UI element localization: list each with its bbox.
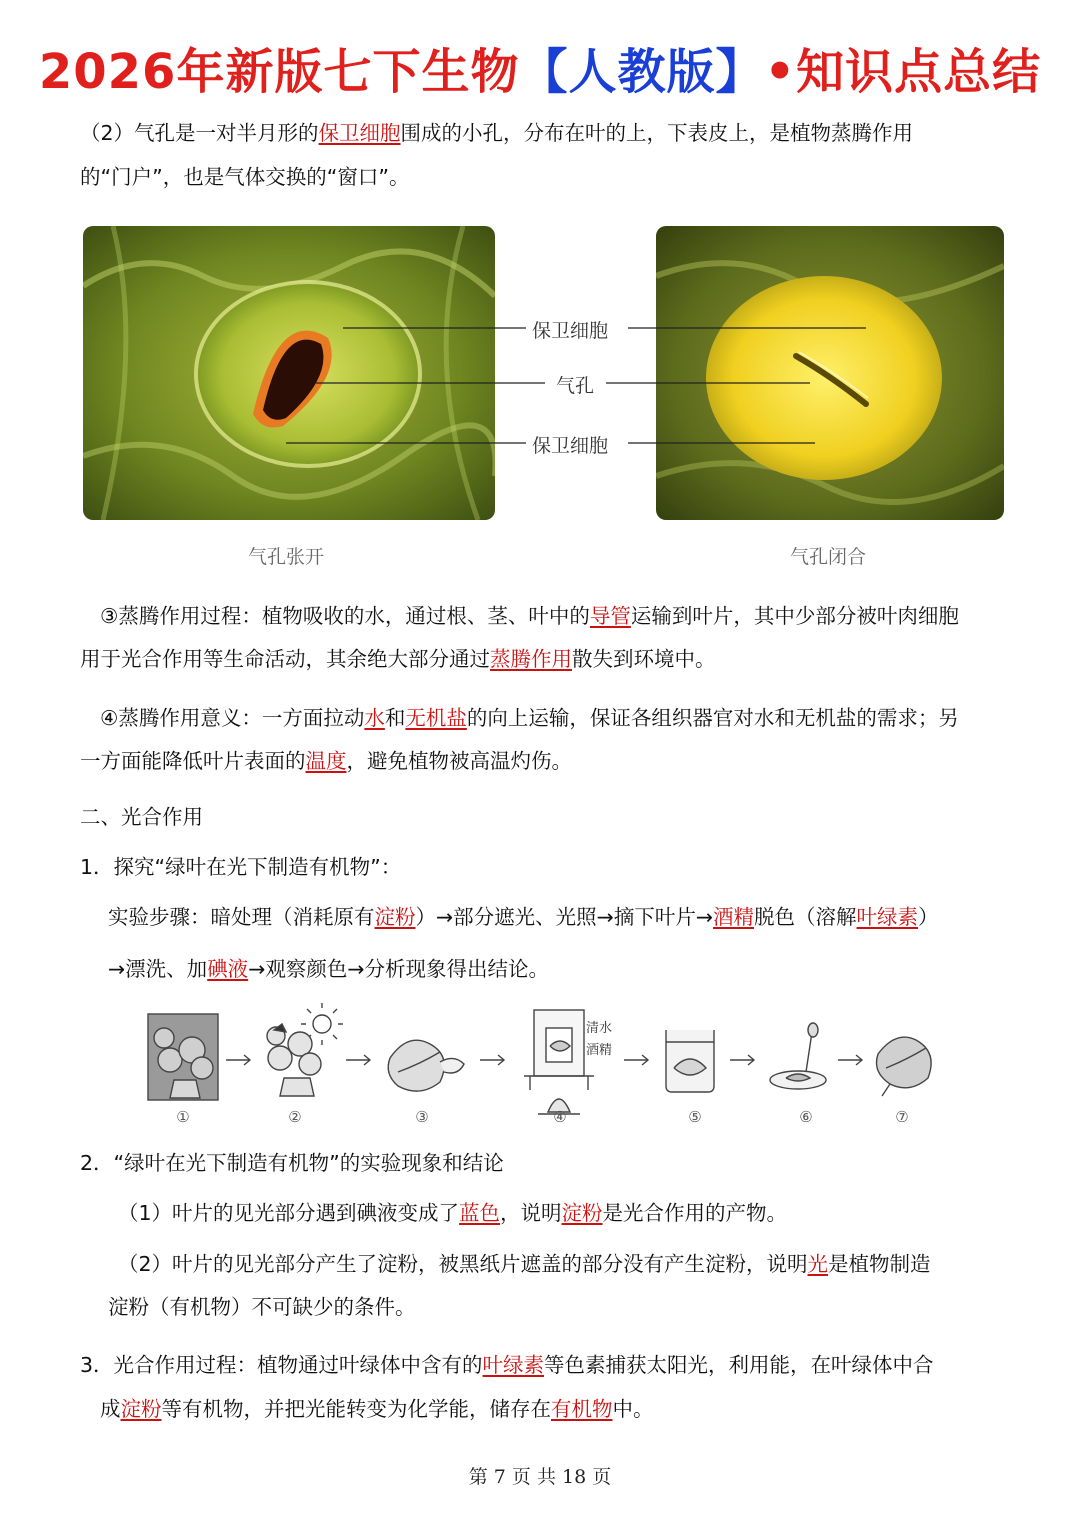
section-photosynthesis-heading: 二、光合作用 bbox=[80, 805, 203, 829]
step-num-3: ③ bbox=[415, 1108, 429, 1126]
label-guard-cell-bottom: 保卫细胞 bbox=[532, 435, 609, 457]
answer-organic-matter: 有机物 bbox=[551, 1397, 613, 1421]
answer-transpiration: 蒸腾作用 bbox=[490, 647, 572, 671]
conclusion1: （1）叶片的见光部分遇到碘液变成了蓝色，说明淀粉是光合作用的产物。 bbox=[118, 1201, 788, 1225]
answer-water: 水 bbox=[364, 706, 385, 730]
answer-alcohol: 酒精 bbox=[713, 905, 755, 929]
answer-guard-cell: 保卫细胞 bbox=[318, 121, 401, 145]
answer-iodine: 碘液 bbox=[207, 957, 249, 981]
label-alcohol: 酒精 bbox=[586, 1043, 613, 1058]
answer-light: 光 bbox=[807, 1252, 829, 1276]
title-part3: •知识点总结 bbox=[764, 44, 1042, 100]
transpiration-meaning-line2: 一方面能降低叶片表面的温度，避免植物被高温灼伤。 bbox=[80, 749, 572, 773]
title-part2: 【人教版】 bbox=[519, 44, 765, 100]
experiment-steps-diagram bbox=[140, 1002, 940, 1134]
step-num-4: ④ bbox=[553, 1108, 567, 1126]
step-num-1: ① bbox=[176, 1108, 190, 1126]
label-stoma: 气孔 bbox=[556, 375, 595, 397]
item2-heading: 2．“绿叶在光下制造有机物”的实验现象和结论 bbox=[80, 1151, 504, 1175]
label-water: 清水 bbox=[586, 1021, 613, 1036]
transpiration-meaning-line1: ④蒸腾作用意义：一方面拉动水和无机盐的向上运输，保证各组织器官对水和无机盐的需求；另 bbox=[100, 706, 959, 730]
title-part1: 2026年新版七下生物 bbox=[38, 44, 520, 100]
steps-line2: →漂洗、加碘液→观察颜色→分析现象得出结论。 bbox=[108, 957, 550, 981]
answer-chlorophyll-1: 叶绿素 bbox=[856, 905, 919, 929]
step-num-6: ⑥ bbox=[799, 1108, 813, 1126]
answer-inorganic-salt: 无机盐 bbox=[405, 706, 467, 730]
answer-starch-3: 淀粉 bbox=[120, 1397, 162, 1421]
answer-blue: 蓝色 bbox=[459, 1201, 501, 1225]
conclusion2-line1: （2）叶片的见光部分产生了淀粉，被黑纸片遮盖的部分没有产生淀粉，说明光是植物制造 bbox=[118, 1252, 931, 1276]
item1-heading: 1．探究“绿叶在光下制造有机物”： bbox=[80, 855, 402, 879]
step-num-7: ⑦ bbox=[895, 1108, 909, 1126]
transpiration-process-line2: 用于光合作用等生命活动，其余绝大部分通过蒸腾作用散失到环境中。 bbox=[80, 647, 716, 671]
caption-stoma-open: 气孔张开 bbox=[248, 546, 325, 568]
step-num-5: ⑤ bbox=[688, 1108, 702, 1126]
page-number: 第 7 页 共 18 页 bbox=[468, 1466, 612, 1488]
transpiration-process-line1: ③蒸腾作用过程：植物吸收的水，通过根、茎、叶中的导管运输到叶片，其中少部分被叶肉细胞 bbox=[100, 604, 959, 628]
answer-vessel: 导管 bbox=[589, 604, 631, 628]
step-num-2: ② bbox=[288, 1108, 302, 1126]
answer-chlorophyll-2: 叶绿素 bbox=[482, 1353, 545, 1377]
caption-stoma-closed: 气孔闭合 bbox=[790, 546, 867, 568]
answer-starch-2: 淀粉 bbox=[561, 1201, 603, 1225]
item3-line1: 3．光合作用过程：植物通过叶绿体中含有的叶绿素等色素捕获太阳光，利用能，在叶绿体中合 bbox=[80, 1353, 934, 1377]
answer-temperature: 温度 bbox=[305, 749, 347, 773]
stomata-para-line2: 的“门户”，也是气体交换的“窗口”。 bbox=[80, 165, 410, 189]
conclusion2-line2: 淀粉（有机物）不可缺少的条件。 bbox=[108, 1295, 416, 1319]
answer-starch-1: 淀粉 bbox=[374, 905, 416, 929]
steps-line1: 实验步骤：暗处理（消耗原有淀粉）→部分遮光、光照→摘下叶片→酒精脱色（溶解叶绿素） bbox=[108, 905, 939, 929]
label-guard-cell-top: 保卫细胞 bbox=[532, 320, 609, 342]
stomata-para-line1: （2）气孔是一对半月形的保卫细胞围成的小孔，分布在叶的上，下表皮上，是植物蒸腾作用 bbox=[80, 121, 914, 145]
item3-line2: 成淀粉等有机物，并把光能转变为化学能，储存在有机物中。 bbox=[100, 1397, 654, 1421]
